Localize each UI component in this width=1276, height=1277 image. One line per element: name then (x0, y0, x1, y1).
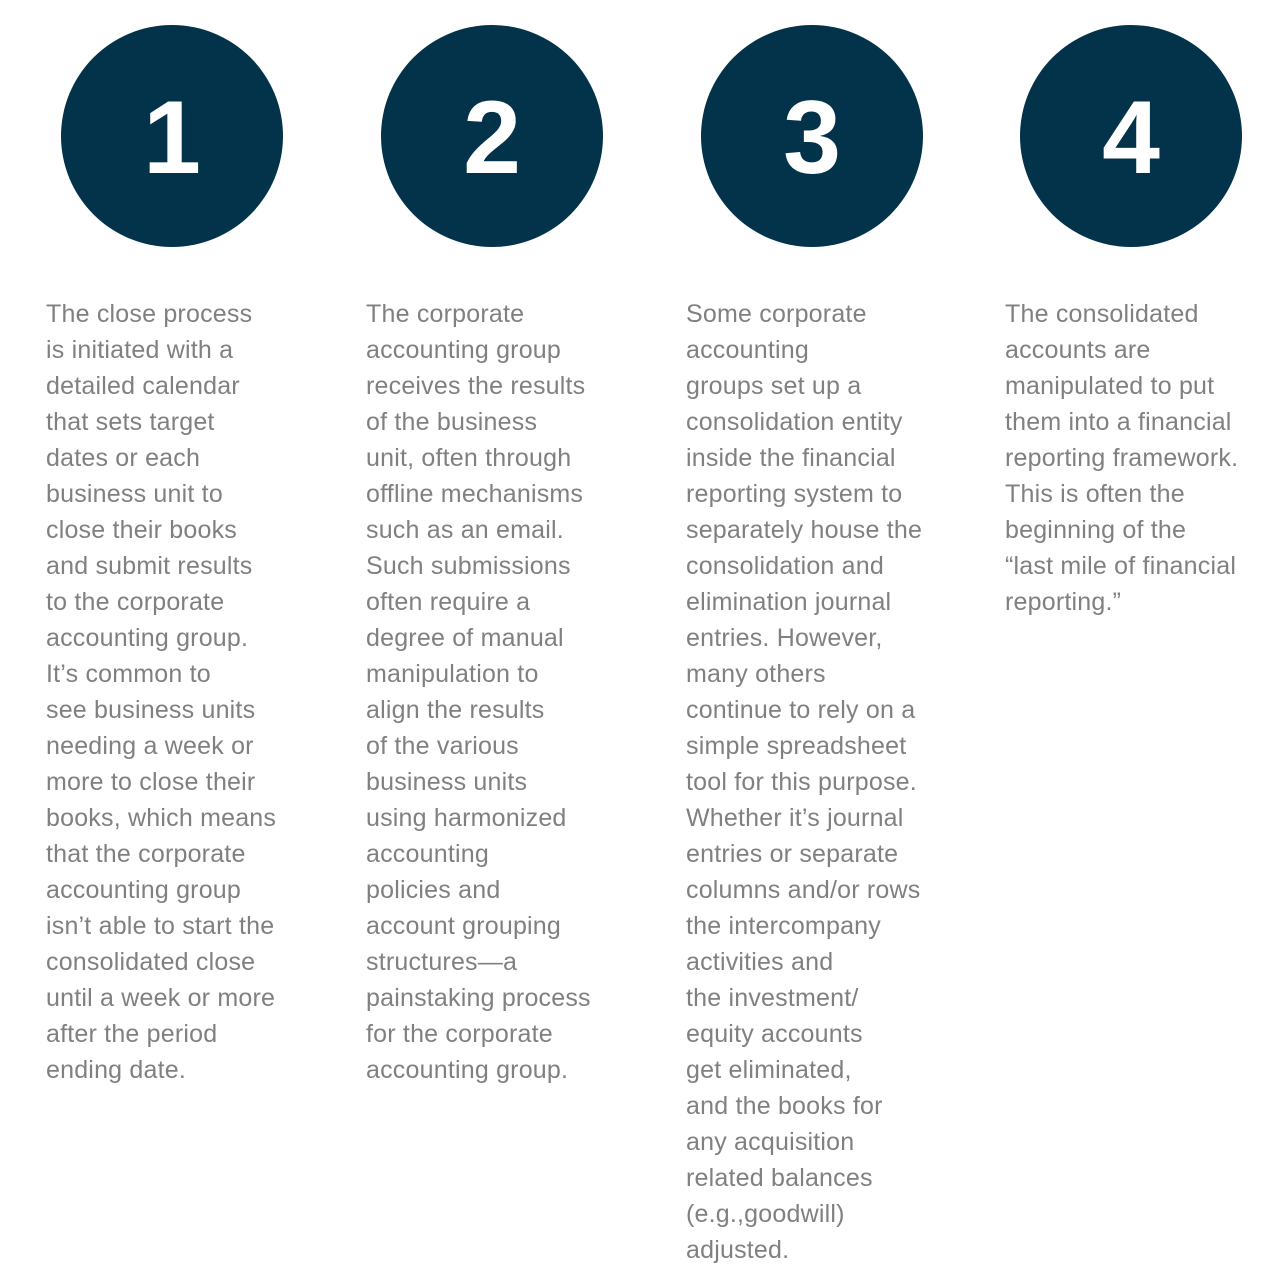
description-line: The corporate (366, 300, 525, 328)
description-line: tool for this purpose. (686, 768, 917, 796)
description-line: that the corporate (46, 840, 246, 868)
description-line: Such submissions (366, 552, 571, 580)
step-2-number: 2 (463, 80, 521, 196)
description-line: get eliminated, (686, 1056, 852, 1084)
description-line: business units (366, 768, 528, 796)
description-line: close their books (46, 516, 237, 544)
description-line: after the period (46, 1020, 218, 1048)
description-line: related balances (686, 1164, 873, 1192)
description-line: of the business (366, 408, 538, 436)
description-line: elimination journal (686, 588, 892, 616)
description-line: see business units (46, 696, 256, 724)
description-line: the investment/ (686, 984, 859, 1012)
step-3-description (686, 296, 922, 1268)
description-line: many others (686, 660, 826, 688)
description-line: entries or separate (686, 840, 899, 868)
description-line: and the books for (686, 1092, 883, 1120)
description-line: The close process (46, 300, 253, 328)
description-line: reporting framework. (1005, 444, 1239, 472)
description-line: and submit results (46, 552, 253, 580)
description-line: such as an email. (366, 516, 564, 544)
description-line: ending date. (46, 1056, 187, 1084)
description-line: to the corporate (46, 588, 225, 616)
description-line: continue to rely on a (686, 696, 916, 724)
description-line: inside the financial (686, 444, 896, 472)
description-line: unit, often through (366, 444, 572, 472)
description-line: accounting group (46, 876, 242, 904)
step-4-number-circle (1020, 25, 1242, 247)
description-line: detailed calendar (46, 372, 240, 400)
description-line: is initiated with a (46, 336, 234, 364)
description-line: entries. However, (686, 624, 883, 652)
step-1-number: 1 (143, 80, 201, 196)
step-3-number: 3 (783, 80, 841, 196)
description-line: often require a (366, 588, 531, 616)
description-line: columns and/or rows (686, 876, 921, 904)
step-2-number-circle (381, 25, 603, 247)
description-line: accounts are (1005, 336, 1151, 364)
description-line: (e.g.,goodwill) (686, 1200, 845, 1228)
description-line: manipulated to put (1005, 372, 1215, 400)
description-line: the intercompany (686, 912, 881, 940)
description-line: beginning of the (1005, 516, 1187, 544)
description-line: more to close their (46, 768, 256, 796)
description-line: until a week or more (46, 984, 276, 1012)
description-line: consolidated close (46, 948, 256, 976)
description-line: them into a financial (1005, 408, 1232, 436)
description-line: equity accounts (686, 1020, 863, 1048)
description-line: groups set up a (686, 372, 862, 400)
step-1 (46, 0, 346, 1277)
description-line: any acquisition (686, 1128, 855, 1156)
description-line: It’s common to (46, 660, 211, 688)
description-line: consolidation entity (686, 408, 903, 436)
description-line: reporting.” (1005, 588, 1122, 616)
description-line: accounting group. (366, 1056, 569, 1084)
step-4-description (1005, 296, 1238, 620)
step-2-description (366, 296, 591, 1088)
step-2 (366, 0, 666, 1277)
description-line: structures—a (366, 948, 518, 976)
description-line: for the corporate (366, 1020, 553, 1048)
description-line: Whether it’s journal (686, 804, 904, 832)
description-line: receives the results (366, 372, 586, 400)
description-line: separately house the (686, 516, 923, 544)
step-4-number: 4 (1102, 80, 1160, 196)
description-line: manipulation to (366, 660, 539, 688)
description-line: books, which means (46, 804, 277, 832)
description-line: This is often the (1005, 480, 1185, 508)
description-line: “last mile of financial (1005, 552, 1237, 580)
description-line: needing a week or (46, 732, 254, 760)
step-1-number-circle (61, 25, 283, 247)
step-3 (686, 0, 986, 1277)
description-line: policies and (366, 876, 501, 904)
description-line: accounting group. (46, 624, 249, 652)
step-1-description (46, 296, 276, 1088)
description-line: dates or each (46, 444, 201, 472)
description-line: offline mechanisms (366, 480, 584, 508)
description-line: degree of manual (366, 624, 564, 652)
description-line: of the various (366, 732, 519, 760)
description-line: adjusted. (686, 1236, 790, 1264)
description-line: consolidation and (686, 552, 884, 580)
description-line: that sets target (46, 408, 215, 436)
description-line: account grouping (366, 912, 562, 940)
description-line: accounting (686, 336, 809, 364)
description-line: using harmonized (366, 804, 567, 832)
description-line: accounting (366, 840, 489, 868)
description-line: simple spreadsheet (686, 732, 907, 760)
description-line: Some corporate (686, 300, 867, 328)
description-line: align the results (366, 696, 545, 724)
description-line: activities and (686, 948, 834, 976)
description-line: accounting group (366, 336, 562, 364)
description-line: isn’t able to start the (46, 912, 275, 940)
description-line: business unit to (46, 480, 223, 508)
step-4 (1005, 0, 1276, 1277)
description-line: The consolidated (1005, 300, 1199, 328)
description-line: painstaking process (366, 984, 591, 1012)
description-line: reporting system to (686, 480, 903, 508)
step-3-number-circle (701, 25, 923, 247)
